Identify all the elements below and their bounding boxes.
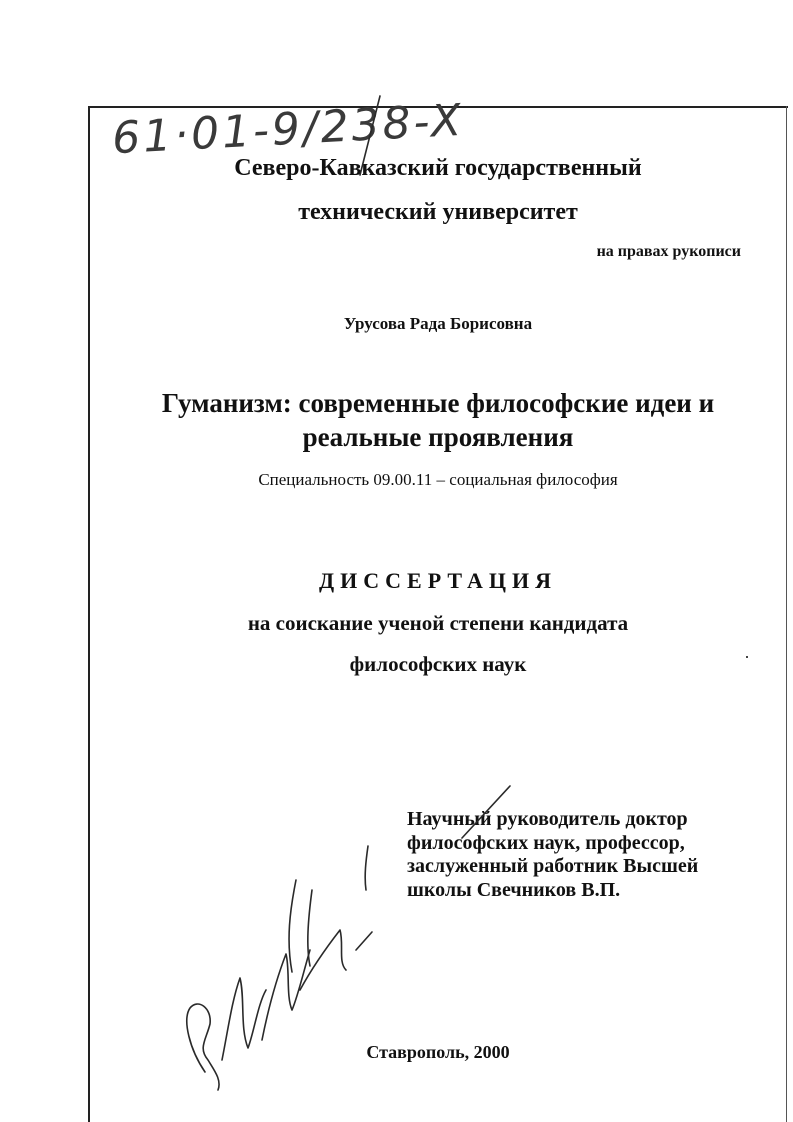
inventory-number: 61·01-9/238-X — [110, 94, 466, 165]
manuscript-rights: на правах рукописи — [596, 243, 741, 260]
document-type: ДИССЕРТАЦИЯ — [319, 568, 557, 593]
degree-line-2: философских наук — [349, 652, 527, 676]
scan-speck — [746, 656, 748, 658]
specialty: Специальность 09.00.11 – социальная философия — [258, 470, 618, 489]
institution-line-1: Северо-Кавказский государственный — [234, 155, 642, 181]
city-year: Ставрополь, 2000 — [366, 1042, 510, 1062]
scientific-supervisor: Научный руководитель доктор философских наук, профессор, заслуженный работник Высшей школы Свечников В.П. — [407, 808, 699, 901]
dissertation-title-line-2: реальные проявления — [302, 422, 574, 452]
author-name: Урусова Рада Борисовна — [343, 314, 533, 333]
institution-line-2: технический университет — [298, 199, 578, 225]
dissertation-title-line-1: Гуманизм: современные философские идеи и — [161, 388, 715, 418]
degree-line-1: на соискание ученой степени кандидата — [247, 611, 629, 635]
